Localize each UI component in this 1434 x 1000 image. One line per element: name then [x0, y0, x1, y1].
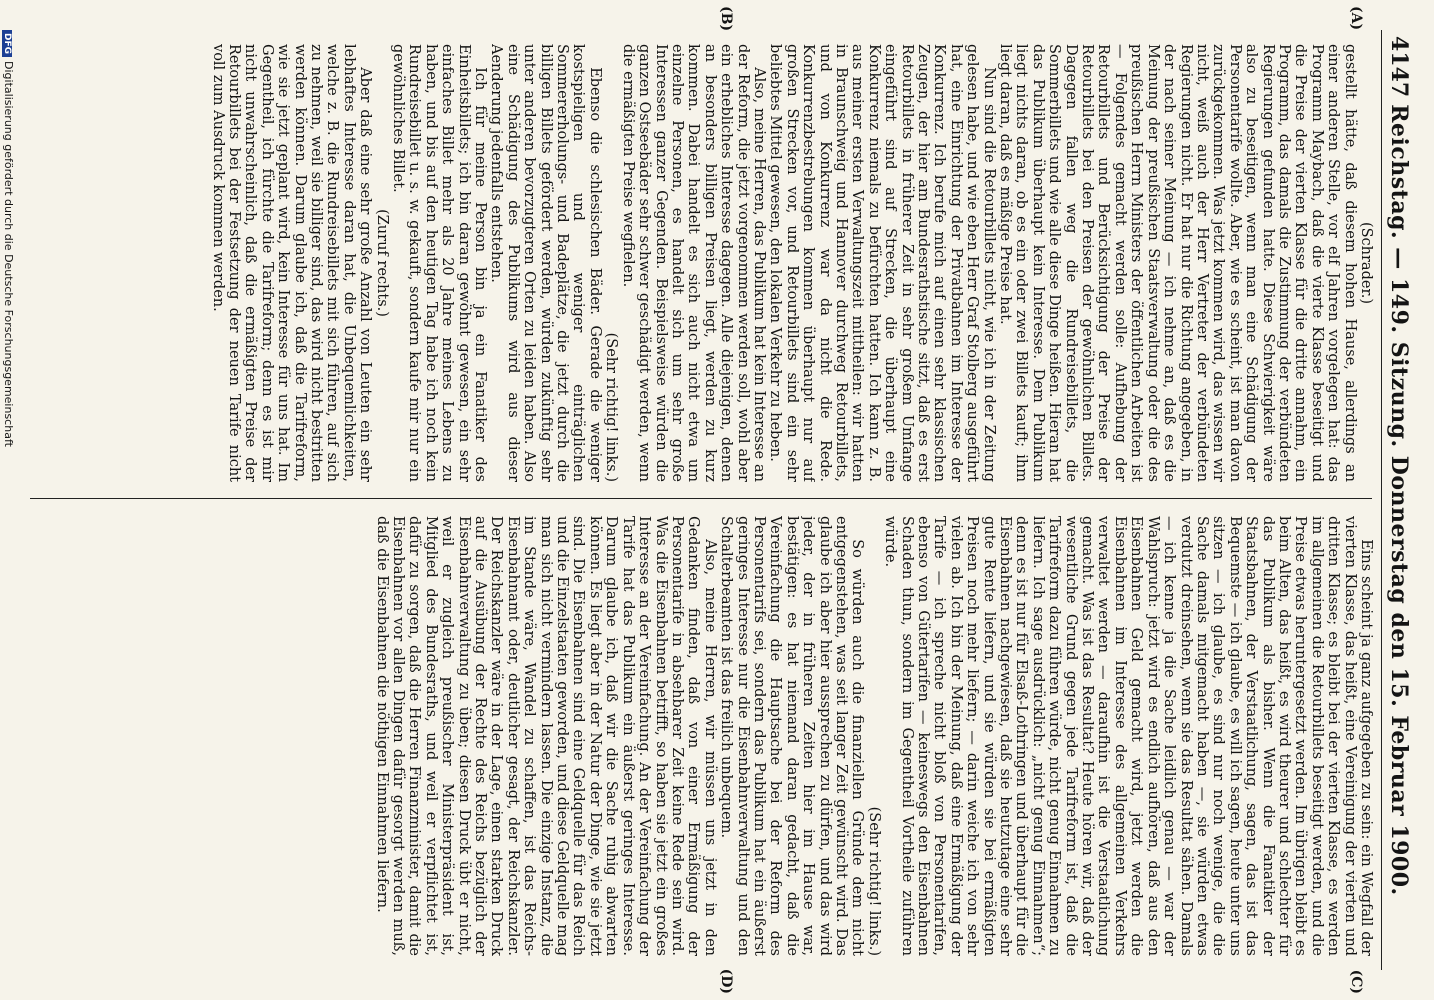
paragraph: gestellt hätte, daß diesem hohen Hause, allerdings an einer anderen Stelle, vor elf Jahren vorgelegen hat: das Programm Maybach, daß die vierte Klasse beseitigt und die Preise der vierten Klasse für die dritte annahm, ein Programm, das damals die Zustimmung der verbündeten Regierungen gefunden hatte. Diese Schwierigkeit wäre also zu beseitigen, wenn man eine Schädigung der Personentarife wollte. Aber, wie es scheint, ist man davon zurückgekommen. Was jetzt kommen wird, das wissen wir nicht, weiß auch der Herr Vertreter der verbündeten Regierungen nicht. Er hat nur die Richtung angegeben, in der nach seiner Meinung — ich nehme an, daß es die Meinung der preußischen Staatsverwaltung oder die des preußischen Herrn Ministers der öffentlichen Arbeiten ist — Folgendes gemacht werden solle: Aufhebung der Retourbillets und Berücksichtigung der Preise der Retourbillets bei den Preisen der gewöhnlichen Billets. Dagegen fallen weg die Rundreisebillets, die Sommerbillets und wie alle diese Dinge heißen. Hieran hat das Publikum überhaupt kein Interesse. Dem Publikum liegt nichts daran, ob es ein oder zwei Billets kauft; ihm liegt daran, daß es mäßige Preise hat.	[997, 44, 1358, 482]
margin-marker-d: (D)	[718, 968, 734, 994]
paragraph: Eins scheint ja ganz aufgegeben zu sein: ein Wegfall der vierten Klasse, das heißt, eine Vereinigung der vierten und dritten Klasse; es bleibt bei der vierten Klasse, es werden im allgemeinen die Retourbillets beseitigt werden, und die Preise etwas heruntergesetzt werden. Im übrigen bleibt es beim Alten, das heißt, es wird theurer und schlechter für das Publikum als bisher. Wenn die Fanatiker der Staatsbahnen, der Verstaatlichung, sagen, das ist das Bequemste — ich glaube, es will ich sagen, heute unter uns sitzen — ich glaube, es sind nur noch wenige, die die Sache damals mitgemacht haben —, sie würden etwas verdutzt dreinsehen, wenn sie das Resultat sähen. Damals — ich kenne ja die Sache leidlich genau — war der Wahlspruch: jetzt wird es endlich aufhören, daß aus den Eisenbahnen Geld gemacht wird, jetzt werden die Eisenbahnen im Interesse des allgemeinen Verkehrs verwaltet werden — daraufhin ist die Verstaatlichung gemacht. Was ist das Resultat? Heute hören wir, daß der wesentliche Grund gegen jede Tarifreform ist, daß die Tarifreform dazu führen würde, nicht genug Einnahmen zu liefern. Ich sage ausdrücklich: „nicht genug Einnahmen“; denn es ist nur für Elsaß-Lothringen und überhaupt für die Eisenbahnen nachgewiesen, daß sie heutzutage eine sehr gute Rente liefern, und sie würden sie bei ermäßigten Preisen noch mehr liefern; — darin weiche ich von sehr vielen ab. Ich bin der Meinung, daß eine Ermäßigung der Tarife — ich spreche nicht bloß von Personentarifen, ebenso von Gütertarifen — keineswegs den Eisenbahnen Schaden thun, sondern im Gegentheil Vortheile zuführen würde.	[882, 516, 1374, 956]
paragraph: Ich für meine Person bin ja ein Fanatiker des Einheitsbillets; ich bin daran gewöhnt gewesen, ein sehr einfaches Billet mehr als 20 Jahre meines Lebens zu haben, und bis auf den heutigen Tag habe ich noch kein Rundreisebillet u. s. w. gekauft, sondern kaufe mir nur ein gewöhnliches Billet.	[390, 44, 489, 482]
margin-marker-a: (A)	[1348, 6, 1364, 31]
paragraph: Also, meine Herren, wir müssen uns jetzt in den Gedanken finden, daß von einer Ermäßigung der Personentarife in absehbarer Zeit keine Rede sein wird. Was die Eisenbahnen betrifft, so haben sie jetzt ein großes Interesse an der Vereinfachung. An der Vereinfachung der Tarife hat das Publikum ein äußerst geringes Interesse. Darum glaube ich, daß wir die Sache ruhig abwarten können. Es liegt aber in der Natur der Dinge, wie sie jetzt sind. Die Eisenbahnen sind eine Geldquelle für das Reich und die Einzelstaaten geworden, und diese Geldquelle mag man sich nicht vermindern lassen. Die einzige Instanz, die im Stande wäre, Wandel zu schaffen, ist das Reichs-Eisenbahnamt oder, deutlicher gesagt, der Reichskanzler. Der Reichskanzler wäre in der Lage, einen starken Druck auf die Ausübung der Rechte des Reichs bezüglich der Eisenbahnverwaltung zu üben; diesen Druck übt er nicht, weil er zugleich preußischer Ministerpräsident ist, Mitglied des Bundesraths, und weil er verpflichtet ist, dafür zu sorgen, daß die Herren Finanzminister, damit die Eisenbahnen vor allen Dingen dafür gesorgt werden muß, daß die Eisenbahnen die nöthigen Einnahmen liefern.	[373, 516, 718, 956]
page-title: Reichstag. — 149. Sitzung. Donnerstag den 15. Februar 1900.	[1386, 104, 1412, 896]
interjection: (Sehr richtig! links.)	[865, 806, 882, 956]
credit-text: Digitalisierung gefördert durch die Deutsche Forschungsgemeinschaft	[2, 61, 15, 447]
paragraph: Aber daß eine sehr große Anzahl von Leuten ein sehr lebhaftes Interesse daran hat, die Unbequemlichkeiten, welche z. B. die Rundreisebillets mit sich führen, auf sich zu nehmen, weil sie billiger sind, das wird nicht bestritten werden können. Darum glaube ich, daß die Tarifreform, wie sie jetzt geplant wird, kein Interesse für uns hat. Im Gegentheil, ich fürchte die Tarifreform; denn es ist mir nicht unwahrscheinlich, daß die ermäßigten Preise der Retourbillets bei der Festsetzung der neuen Tarife nicht voll zum Ausdruck kommen werden.	[209, 44, 374, 482]
paragraph: Also, meine Herren, das Publikum hat kein Interesse an der Reform, die jetzt vorgenommen werden soll, wohl aber ein erhebliches Interesse dagegen. Alle diejenigen, denen an besonders billigen Preisen liegt, werden zu kurz kommen. Dabei handelt es sich auch nicht etwa um einzelne Personen, es handelt sich um sehr große Interessen ganzer Gegenden. Beispielsweise würden die ganzen Ostseebäder sehr schwer geschädigt werden, wenn die ermäßigten Preise wegfielen.	[619, 44, 767, 482]
margin-marker-b: (B)	[718, 6, 734, 32]
paragraph: So würden auch die finanziellen Gründe dem nicht entgegenstehen, was seit langer Zeit gewünscht wird. Das glaube ich aber hier aussprechen zu dürfen, und das wird jeder, der in früheren Zeiten hier im Hause war, bestätigen: es hat niemand daran gedacht, daß die Vereinfachung die Hauptsache bei der Reform des Personentarifs sei, sondern das Publikum hat ein äußerst geringes Interesse nur die Eisenbahnverwaltung und den Schalterbeamten ist das freilich unbequem.	[718, 516, 866, 956]
page-header	[1381, 30, 1416, 970]
right-column	[20, 516, 1374, 956]
digitization-credit	[2, 30, 15, 447]
speaker-label: (Schrader.)	[1358, 221, 1374, 305]
interjection: (Zuruf rechts.)	[373, 209, 390, 317]
column-divider	[30, 498, 1372, 499]
dfg-logo-icon: DFG	[2, 30, 12, 57]
paragraph: Ebenso die schlesischen Bäder. Gerade die weniger kostspieligen und weniger einträglichen Sommererholungs- und Badeplätze, die jetzt durch die billigen Billets gefördert werden, würden zukünftig sehr unter anderen bevorzugteren Orten zu leiden haben. Also eine Schädigung des Publikums wird aus dieser Aenderung jedenfalls entstehen.	[488, 44, 603, 482]
margin-marker-c: (C)	[1348, 969, 1364, 994]
left-column	[20, 44, 1374, 482]
page-number: 4147	[1386, 36, 1412, 98]
paragraph: Nun sind die Retourbillets nicht, wie ich in der Zeitung gelesen habe, und wie eben Herr Graf Stolberg ausgeführt hat, eine Einrichtung der Privatbahnen im Interesse der Konkurrenz. Ich berufe mich auf einen sehr klassischen Zeugen, der hier am Bundesrathstische sitzt, daß es erst Retourbillets in früherer Zeit in sehr großem Umfange eingeführt sind auf Strecken, die überhaupt eine Konkurrenz niemals zu befürchten hatten. Ich kann z. B. aus meiner ersten Verwaltungszeit mittheilen: wir hatten in Braunschweig und Hannover durchweg Retourbillets, und von Konkurrenz war da nicht die Rede. Konkurrenzbestrebungen kommen überhaupt nur auf großen Strecken vor, und Retourbillets sind ein sehr beliebtes Mittel gewesen, den lokalen Verkehr zu heben.	[767, 44, 997, 482]
interjection: (Sehr richtig! links.)	[603, 332, 620, 482]
